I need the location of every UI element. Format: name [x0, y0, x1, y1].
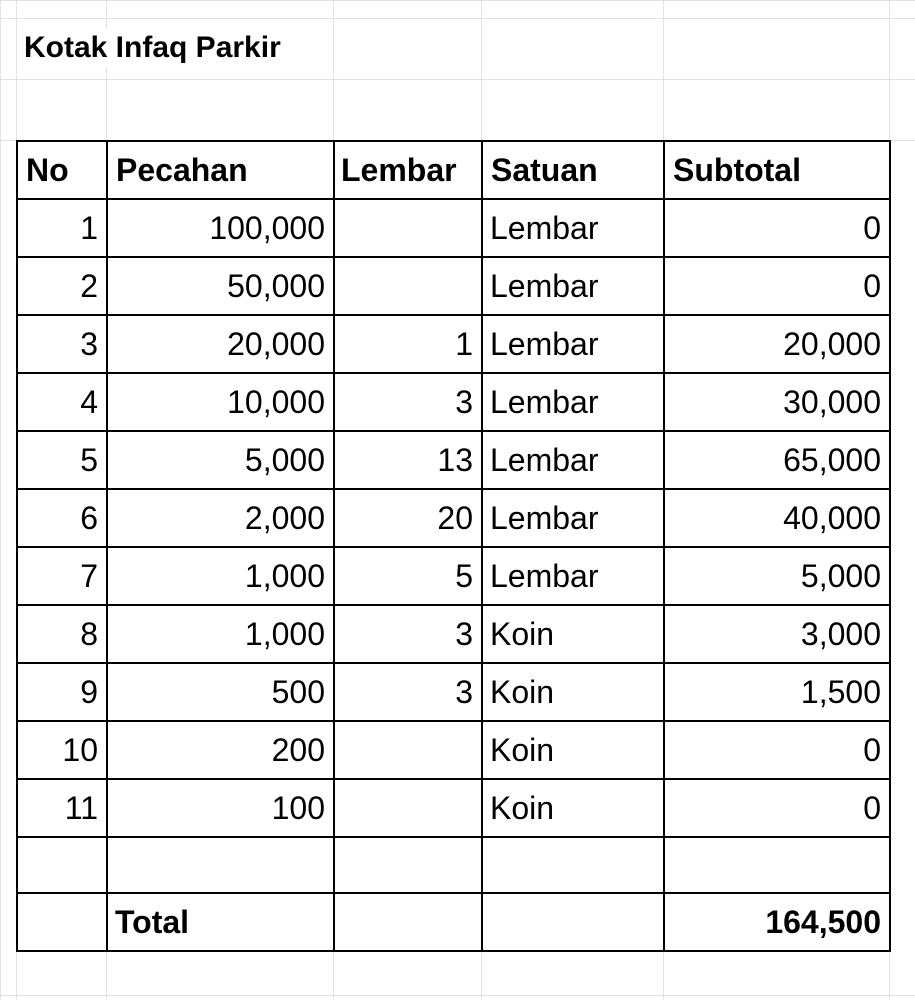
empty-cell[interactable]	[334, 837, 482, 893]
empty-cell[interactable]	[334, 893, 482, 951]
empty-row	[17, 837, 890, 893]
cell-pecahan[interactable]: 50,000	[107, 257, 334, 315]
cell-lembar[interactable]	[334, 257, 482, 315]
header-row	[17, 141, 890, 199]
header-cell-subtotal[interactable]: Subtotal	[664, 141, 890, 199]
cell-subtotal[interactable]: 3,000	[664, 605, 890, 663]
cell-satuan[interactable]: Lembar	[482, 431, 664, 489]
cell-no[interactable]: 7	[17, 547, 107, 605]
cell-pecahan[interactable]: 100,000	[107, 199, 334, 257]
cell-lembar[interactable]	[334, 199, 482, 257]
cell-subtotal[interactable]: 0	[664, 779, 890, 837]
header-cell-pecahan[interactable]: Pecahan	[107, 141, 334, 199]
cell-satuan[interactable]: Koin	[482, 721, 664, 779]
total-value[interactable]: 164,500	[664, 893, 890, 951]
cell-lembar[interactable]: 20	[334, 489, 482, 547]
table-row	[17, 199, 890, 257]
cell-pecahan[interactable]: 20,000	[107, 315, 334, 373]
cell-subtotal[interactable]: 30,000	[664, 373, 890, 431]
cell-no[interactable]: 9	[17, 663, 107, 721]
cell-satuan[interactable]: Lembar	[482, 199, 664, 257]
gridline	[0, 18, 915, 19]
total-label[interactable]: Total	[107, 893, 334, 951]
header-cell-no[interactable]: No	[17, 141, 107, 199]
cell-lembar[interactable]: 5	[334, 547, 482, 605]
cell-satuan[interactable]: Koin	[482, 779, 664, 837]
cell-subtotal[interactable]: 40,000	[664, 489, 890, 547]
total-row	[17, 893, 890, 951]
cell-subtotal[interactable]: 0	[664, 257, 890, 315]
cell-satuan[interactable]: Lembar	[482, 489, 664, 547]
cell-satuan[interactable]: Lembar	[482, 257, 664, 315]
cell-satuan[interactable]: Lembar	[482, 373, 664, 431]
cell-satuan[interactable]: Koin	[482, 663, 664, 721]
cell-subtotal[interactable]: 65,000	[664, 431, 890, 489]
sheet-title[interactable]: Kotak Infaq Parkir	[24, 28, 285, 68]
table-row	[17, 605, 890, 663]
cell-satuan[interactable]: Lembar	[482, 547, 664, 605]
empty-cell[interactable]	[107, 837, 334, 893]
cell-satuan[interactable]: Koin	[482, 605, 664, 663]
empty-cell[interactable]	[482, 837, 664, 893]
cell-pecahan[interactable]: 5,000	[107, 431, 334, 489]
cell-lembar[interactable]: 3	[334, 663, 482, 721]
table-row	[17, 257, 890, 315]
cell-subtotal[interactable]: 5,000	[664, 547, 890, 605]
cell-pecahan[interactable]: 100	[107, 779, 334, 837]
table-row	[17, 547, 890, 605]
table-row	[17, 373, 890, 431]
empty-cell[interactable]	[17, 893, 107, 951]
header-cell-lembar[interactable]: Lembar	[334, 141, 482, 199]
empty-cell[interactable]	[482, 893, 664, 951]
table-row	[17, 663, 890, 721]
cell-lembar[interactable]	[334, 779, 482, 837]
table-row	[17, 721, 890, 779]
table-row	[17, 315, 890, 373]
table-row	[17, 489, 890, 547]
cell-no[interactable]: 11	[17, 779, 107, 837]
cell-no[interactable]: 8	[17, 605, 107, 663]
cell-no[interactable]: 10	[17, 721, 107, 779]
cell-no[interactable]: 3	[17, 315, 107, 373]
cell-satuan[interactable]: Lembar	[482, 315, 664, 373]
cell-lembar[interactable]: 13	[334, 431, 482, 489]
denomination-table	[16, 140, 891, 952]
cell-subtotal[interactable]: 0	[664, 721, 890, 779]
cell-no[interactable]: 1	[17, 199, 107, 257]
cell-lembar[interactable]: 3	[334, 373, 482, 431]
gridline	[0, 79, 915, 80]
cell-no[interactable]: 4	[17, 373, 107, 431]
cell-pecahan[interactable]: 10,000	[107, 373, 334, 431]
cell-lembar[interactable]: 1	[334, 315, 482, 373]
cell-subtotal[interactable]: 20,000	[664, 315, 890, 373]
gridline	[0, 995, 915, 996]
cell-no[interactable]: 5	[17, 431, 107, 489]
cell-pecahan[interactable]: 1,000	[107, 547, 334, 605]
cell-no[interactable]: 6	[17, 489, 107, 547]
cell-no[interactable]: 2	[17, 257, 107, 315]
cell-pecahan[interactable]: 500	[107, 663, 334, 721]
cell-pecahan[interactable]: 2,000	[107, 489, 334, 547]
table-row	[17, 431, 890, 489]
header-cell-satuan[interactable]: Satuan	[482, 141, 664, 199]
empty-cell[interactable]	[17, 837, 107, 893]
cell-lembar[interactable]	[334, 721, 482, 779]
empty-cell[interactable]	[664, 837, 890, 893]
cell-pecahan[interactable]: 1,000	[107, 605, 334, 663]
cell-subtotal[interactable]: 1,500	[664, 663, 890, 721]
cell-subtotal[interactable]: 0	[664, 199, 890, 257]
cell-pecahan[interactable]: 200	[107, 721, 334, 779]
table-row	[17, 779, 890, 837]
cell-lembar[interactable]: 3	[334, 605, 482, 663]
